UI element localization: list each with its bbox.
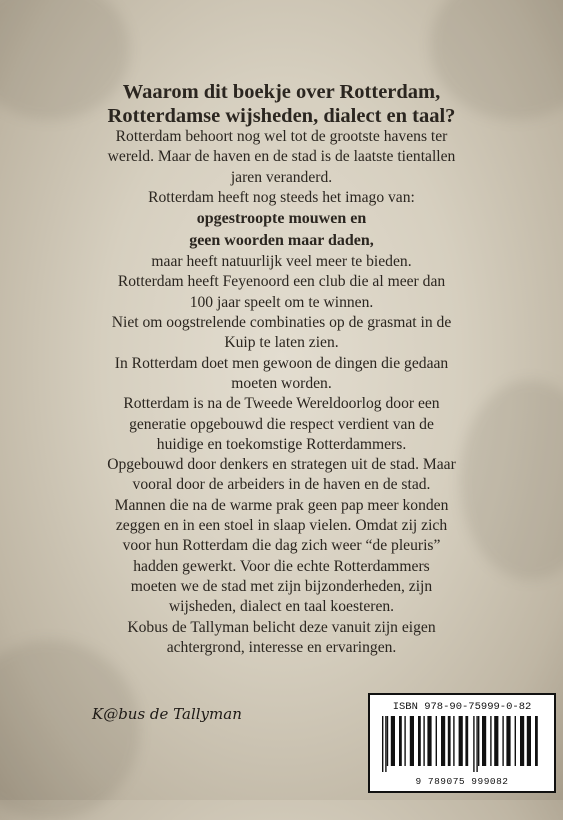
barcode-bar — [448, 716, 451, 766]
paper-stain — [0, 640, 140, 820]
blurb-line: Kobus de Tallyman belicht deze vanuit zijn eigen — [127, 618, 436, 636]
blurb-line: vooral door de arbeiders in de haven en de stad. — [132, 476, 431, 494]
blurb-line: zeggen en in een stoel in slaap vielen. Omdat zij zich — [115, 517, 448, 535]
isbn-label: ISBN 978-90-75999-0-82 — [392, 701, 532, 713]
barcode-bar — [387, 716, 388, 766]
barcode-bar — [515, 716, 516, 766]
barcode-bar — [535, 716, 538, 766]
blurb-line: huidige en toekomstige Rotterdammers. — [156, 435, 407, 453]
barcode-bar — [399, 716, 402, 766]
blurb-line: Mannen die na de warme prak geen pap meer konden — [114, 496, 449, 514]
blurb-line: Opgebouwd door denkers en strategen uit de stad. Maar — [107, 456, 456, 474]
barcode-bar — [520, 716, 524, 766]
blurb-text — [30, 127, 533, 658]
blurb-line: 100 jaar speelt om te winnen. — [189, 293, 374, 311]
barcode-bar — [478, 716, 479, 766]
blurb-line: Rotterdam heeft Feyenoord een club die al meer dan — [117, 273, 446, 291]
blurb-line: Rotterdam heeft nog steeds het imago van: — [148, 188, 415, 206]
blurb-line: moeten we de stad met zijn bijzonderheden, zijn — [130, 577, 433, 595]
blurb-line: Niet om oogstrelende combinaties op de grasmat in de — [111, 314, 452, 332]
blurb-line: wereld. Maar de haven en de stad is de laatste tientallen — [107, 148, 456, 166]
blurb-line: Kuip te laten zien. — [224, 334, 339, 352]
barcode-bar — [506, 716, 510, 766]
blurb-line: voor hun Rotterdam die dag zich weer “de pleuris” — [122, 537, 441, 555]
blurb-line: Rotterdam is na de Tweede Wereldoorlog door een — [123, 395, 440, 413]
author-signature: K@bus de Tallyman — [92, 705, 242, 723]
barcode-bar — [482, 716, 486, 766]
barcode-digits: 9 789075 999082 — [415, 776, 509, 787]
blurb-line: maar heeft natuurlijk veel meer te bieden. — [151, 253, 412, 271]
barcode-bar — [423, 716, 424, 766]
blurb-line: In Rotterdam doet men gewoon de dingen die gedaan — [114, 354, 449, 372]
heading-line-1: Waarom dit boekje over Rotterdam, — [122, 81, 441, 103]
blurb-line: generatie opgebouwd die respect verdient van de — [129, 415, 434, 433]
barcode-bar — [494, 716, 498, 766]
barcode-bar — [441, 716, 445, 766]
barcode-bar — [502, 716, 503, 766]
blurb-line: hadden gewerkt. Voor die echte Rotterdammers — [133, 557, 430, 575]
isbn-barcode-box — [368, 693, 556, 793]
blurb-line: moeten worden. — [231, 374, 332, 392]
barcode-bar — [490, 716, 491, 766]
barcode-bar — [427, 716, 431, 766]
heading-line-2: Rotterdamse wijsheden, dialect en taal? — [107, 105, 456, 127]
blurb-line: Rotterdam behoort nog wel tot de grootste havens ter — [115, 128, 448, 145]
blurb-line-emphasis: geen woorden maar daden, — [189, 232, 374, 250]
blurb-line: wijsheden, dialect en taal koesteren. — [168, 598, 395, 616]
barcode-bar — [436, 716, 437, 766]
cover-heading — [30, 80, 533, 128]
barcode-bar — [476, 716, 477, 772]
barcode-bar — [410, 716, 414, 766]
barcode-bar — [465, 716, 468, 766]
barcode-graphic — [380, 716, 544, 774]
barcode-bar — [391, 716, 395, 766]
barcode-bar — [527, 716, 531, 766]
barcode-bar — [382, 716, 383, 772]
barcode-bar — [418, 716, 421, 766]
blurb-line: jaren veranderd. — [230, 168, 333, 186]
barcode-bar — [459, 716, 463, 766]
blurb-line-emphasis: opgestroopte mouwen en — [196, 210, 367, 228]
barcode-bar — [404, 716, 405, 766]
blurb-line: achtergrond, interesse en ervaringen. — [166, 638, 397, 656]
barcode-bar — [385, 716, 386, 772]
barcode-bar — [453, 716, 454, 766]
barcode-bar — [473, 716, 474, 772]
